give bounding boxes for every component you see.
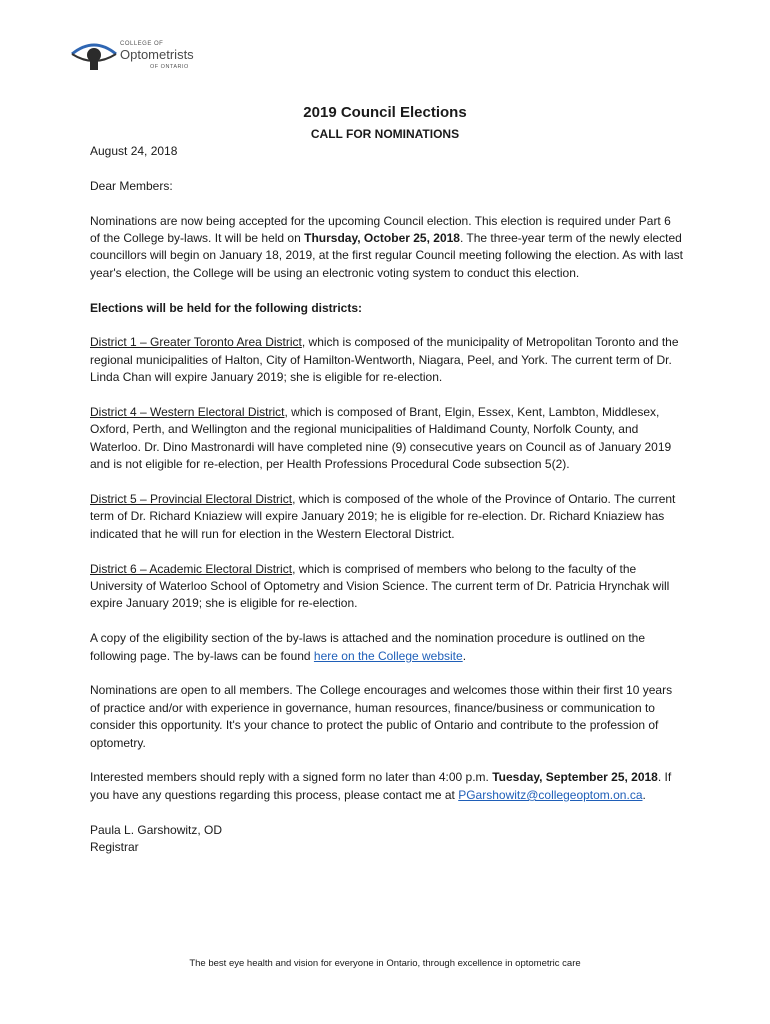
district-1-name: District 1 – Greater Toronto Area District xyxy=(90,335,302,350)
logo-line-1: COLLEGE OF xyxy=(120,41,164,47)
signature-block xyxy=(90,822,684,857)
district-5-text: , which is composed of the whole of the Province of Ontario. The current term of Dr. Richard Kniaziew will expire January 2019; he is eligible for re-election. Dr. Richard Kniaziew has indicated that he will run for election in the Western Electoral District. xyxy=(90,492,676,541)
letter-body xyxy=(90,143,684,856)
logo-line-3: OF ONTARIO xyxy=(150,64,189,70)
logo-line-2: Optometrists xyxy=(120,47,194,62)
reply-text-1: Interested members should reply with a signed form no later than 4:00 p.m. xyxy=(90,770,493,785)
districts-heading: Elections will be held for the following districts: xyxy=(90,300,363,315)
contact-email-link[interactable]: PGarshowitz@collegeoptom.on.ca xyxy=(458,787,643,802)
district-1-text: , which is composed of the municipality of Metropolitan Toronto and the regional municipalities of Halton, City of Hamilton-Wentworth, Niagara, Peel, and York. The current term of Dr. Linda Chan will expire January 2019; she is eligible for re-election. xyxy=(90,335,679,385)
district-4-paragraph xyxy=(90,404,684,474)
college-logo xyxy=(70,38,210,74)
salutation: Dear Members: xyxy=(90,178,173,193)
district-6-name: District 6 – Academic Electoral District xyxy=(90,561,293,576)
district-5-paragraph xyxy=(90,491,684,543)
bylaws-link[interactable]: here on the College website xyxy=(313,648,463,663)
district-6-text: , which is comprised of members who belong to the faculty of the University of Waterloo School of Optometry and Vision Science. The current term of Dr. Patricia Hrynchak will expire January 2019; she is eligible for re-election. xyxy=(90,561,670,611)
bylaws-paragraph xyxy=(90,630,684,665)
document-title: 2019 Council Elections xyxy=(303,104,467,121)
reply-deadline: Tuesday, September 25, 2018 xyxy=(492,770,658,785)
reply-text-3: . xyxy=(642,787,646,802)
document-subtitle: CALL FOR NOMINATIONS xyxy=(310,127,460,141)
election-date: Thursday, October 25, 2018 xyxy=(304,231,460,245)
bylaws-text-1: A copy of the eligibility section of the by-laws is attached and the nomination procedure is outlined on the following page. The by-laws can be found xyxy=(90,631,646,663)
bylaws-text-2: . xyxy=(462,648,467,663)
letter-date: August 24, 2018 xyxy=(90,144,178,158)
reply-paragraph xyxy=(90,769,684,804)
eye-logo-icon xyxy=(70,38,118,72)
reply-text-2: . If you have any questions regarding this process, please contact me at xyxy=(90,770,672,802)
open-paragraph: Nominations are open to all members. The College encourages and welcomes those within their first 10 years of practice and/or with experience in governance, human resources, finance/business or communication to consider this opportunity. It's your chance to protect the public of Ontario and contribute to the profession of optometry. xyxy=(90,683,673,750)
district-4-text: , which is composed of Brant, Elgin, Essex, Kent, Lambton, Middlesex, Oxford, Perth, and Wellington and the regional municipalities of Haldimand County, Norfolk County, and Waterloo. Dr. Dino Mastronardi will have completed nine (9) consecutive years on Council as of January 2019 and is not eligible for re-election, per Health Professions Procedural Code subsection 5(2). xyxy=(90,405,672,472)
intro-text-2: . The three-year term of the newly elected councillors will begin on January 18, 2019, at the first regular Council meeting following the election. As with last year's election, the College will be using an electronic voting system to conduct this election. xyxy=(90,231,683,280)
district-4-name: District 4 – Western Electoral District xyxy=(90,405,285,420)
intro-text-1: Nominations are now being accepted for the upcoming Council election. This election is required under Part 6 of the College by-laws. It will be held on xyxy=(90,213,671,245)
district-1-paragraph xyxy=(90,334,684,386)
footer-tagline: The best eye health and vision for everyone in Ontario, through excellence in optometric care xyxy=(189,958,581,969)
intro-paragraph xyxy=(90,213,684,283)
district-6-paragraph xyxy=(90,561,684,613)
signature-role: Registrar xyxy=(90,840,139,855)
district-5-name: District 5 – Provincial Electoral District xyxy=(90,492,293,507)
signature-name: Paula L. Garshowitz, OD xyxy=(90,822,223,837)
